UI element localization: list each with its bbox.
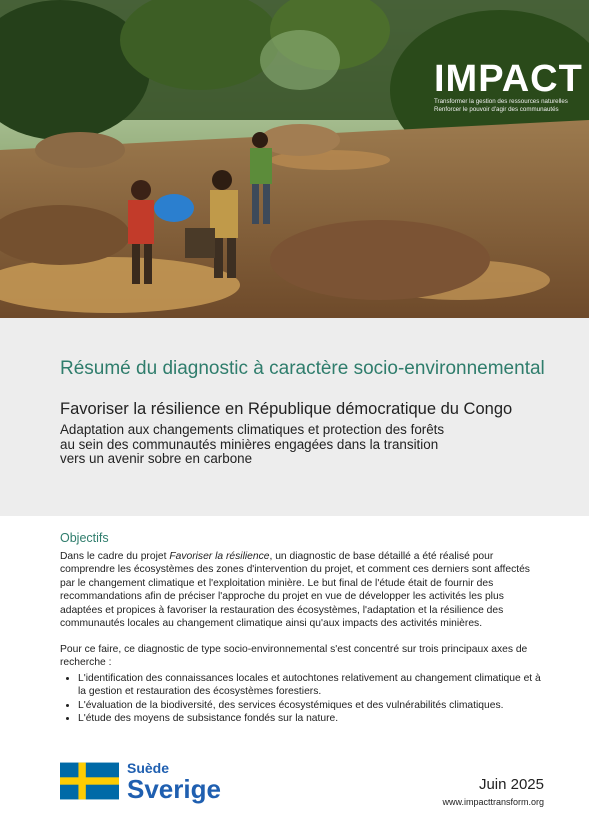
list-item: • L'identification des connaissances locales et autochtones relativement au changement climatique et à la gestion et restauration des écosystèmes forestiers. [78,672,545,699]
document-subtitle [60,423,480,467]
publication-date: Juin 2025 [478,776,544,793]
cover-photo [0,0,589,318]
sweden-flag-icon [60,762,119,800]
paragraph-text: Dans le cadre du projet [60,550,170,562]
project-name: Favoriser la résilience [169,550,270,562]
subtitle-line: au sein des communautés minières engagées dans la transition [60,436,439,452]
paragraph-text: , un diagnostic de base détaillé a été réalisé pour comprendre les écosystèmes des zones d'intervention du projet, et comment ces derniers sont affectés par le changement climatique et l'exploitation minière. Le but final de l'étude était de fournir des recommandations afin de préciser l'approche du projet en vue de développer les activités les plus adaptées et propices à favoriser la restauration des écosystèmes, l'adaptation et la résilience des communautés locales au changement climatique ainsi qu'aux impacts des activités minières. [60,550,530,629]
list-item: • L'étude des moyens de subsistance fondés sur la nature. [78,712,545,726]
subtitle-line: Adaptation aux changements climatiques et protection des forêts [60,422,445,437]
list-item: • L'évaluation de la biodiversité, des services écosystémiques et des vulnérabilités climatiques. [78,699,545,713]
blue-basin-icon [154,194,194,222]
research-intro: Pour ce faire, ce diagnostic de type socio-environnemental s'est concentré sur trois principaux axes de recherche : [60,643,528,668]
website-link[interactable]: www.impacttransform.org [442,797,544,807]
title-band [0,318,589,516]
objectives-section [60,532,545,726]
research-axes-list [60,672,545,726]
subtitle-line: vers un avenir sobre en carbone [60,451,253,466]
logo-tagline: Renforcer le pouvoir d'agir des communautés [434,106,559,113]
mining-site-photo [0,0,589,318]
objectives-paragraph [60,550,545,631]
document-heading: Favoriser la résilience en République démocratique du Congo [60,400,513,418]
logo-tagline: Transformer la gestion des ressources naturelles [434,98,568,105]
objectives-heading: Objectifs [60,531,109,545]
country-name-fr: Suède [127,760,170,776]
logo-wordmark: IMPACT [434,58,583,100]
document-title: Résumé du diagnostic à caractère socio-environnemental [60,358,545,379]
impact-logo [434,58,583,114]
country-name-sv: Sverige [127,774,221,804]
sweden-logo [127,760,221,802]
